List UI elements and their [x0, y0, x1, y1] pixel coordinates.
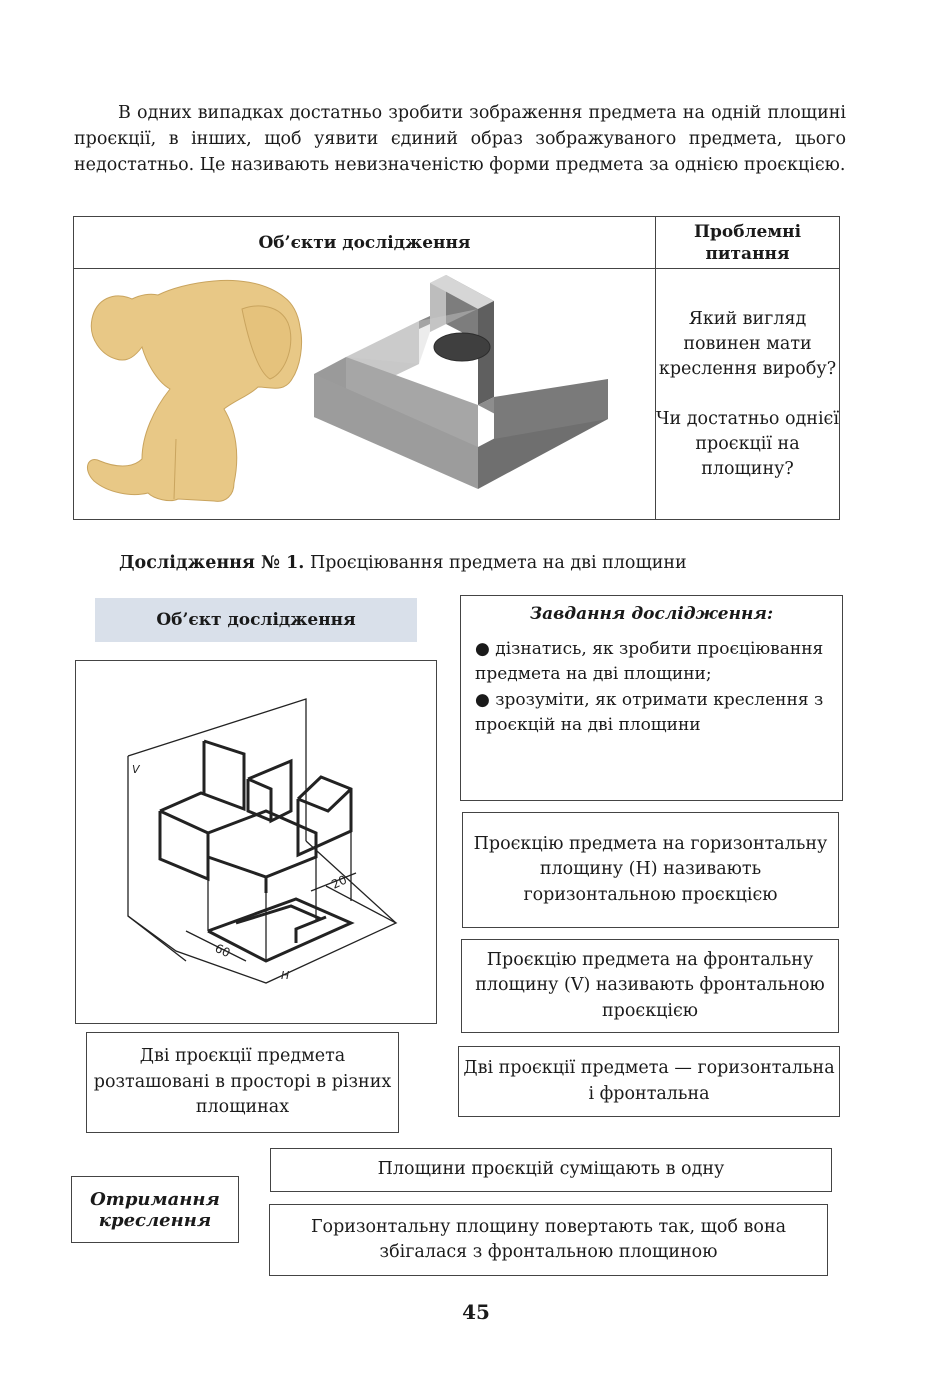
combine-planes-box: Площини проєкцій суміщають в одну: [270, 1148, 832, 1192]
task-item: ● дізнатись, як зробити проєціювання предмета на дві площини;: [475, 638, 824, 684]
object-label: Об’єкт дослідження: [95, 598, 417, 642]
intro-text: В одних випадках достатньо зробити зображення предмета на одній площині проєкції, в інших, щоб уявити єдиний образ зображуваного предмета, цього недостатньо. Це називають невизначеністю форми предмета за однією проєкцією.: [74, 103, 846, 175]
frontal-projection-box: Проєкцію предмета на фронтальну площину (V) називають фронтальною проєкцією: [461, 939, 839, 1033]
two-projections-kinds-box: Дві проєкції предмета — горизонтальна і фронтальна: [458, 1046, 840, 1117]
horizontal-projection-box: Проєкцію предмета на горизонтальну площину (H) називають горизонтальною проєкцією: [462, 812, 839, 928]
projection-drawing-svg: [76, 661, 436, 1023]
questions-cell: [656, 269, 840, 520]
page-number: 45: [462, 1300, 490, 1324]
drawing-label-h: H: [281, 969, 290, 982]
objects-images-cell: [74, 269, 656, 520]
question-1: Який вигляд повинен мати креслення виробу?: [658, 308, 837, 379]
research-title: Проєціювання предмета на дві площини: [304, 553, 687, 573]
research-number: Дослідження № 1.: [119, 553, 305, 573]
table-header-objects: Об’єкти дослідження: [74, 217, 656, 269]
projection-drawing: [75, 660, 437, 1024]
drawing-dim-60: 60: [212, 941, 233, 961]
research-heading: [119, 553, 687, 573]
obtaining-drawing-box: Отримання креслення: [71, 1176, 239, 1243]
two-projections-space-box: Дві проєкції предмета розташовані в просторі в різних площинах: [86, 1032, 399, 1133]
table-header-questions: Проблемні питання: [656, 217, 840, 269]
wooden-dog-image: [87, 280, 301, 501]
drawing-dim-20: 20: [329, 872, 350, 892]
question-2: Чи достатньо однієї проєкції на площину?: [656, 408, 839, 479]
drawing-label-v: V: [132, 763, 140, 776]
task-box: [460, 595, 843, 801]
task-item: ● зрозуміти, як отримати креслення з проєкцій на дві площини: [475, 689, 824, 735]
rotate-plane-box: Горизонтальну площину повертають так, щоб вона збігалася з фронтальною площиною: [269, 1204, 828, 1276]
objects-illustration: [74, 269, 656, 519]
gray-block-image: [314, 275, 608, 489]
intro-paragraph: [74, 100, 846, 178]
objects-table: [73, 216, 840, 520]
task-title: Завдання дослідження:: [529, 604, 774, 624]
